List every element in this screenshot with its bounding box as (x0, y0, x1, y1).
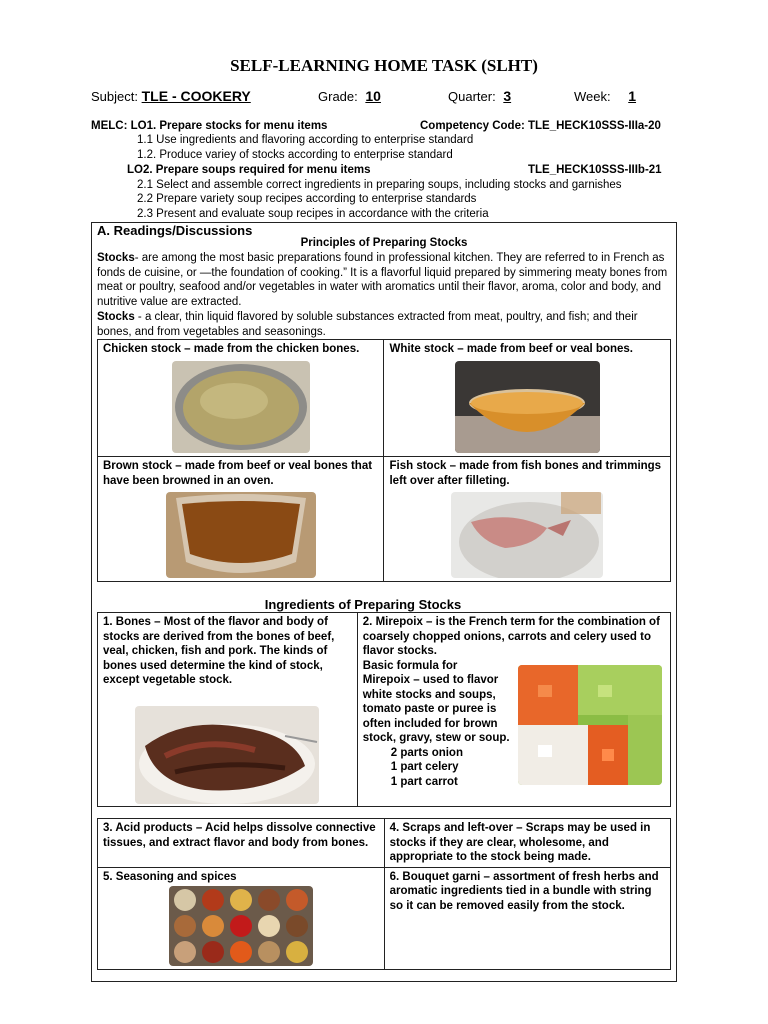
document-title: SELF-LEARNING HOME TASK (SLHT) (230, 56, 538, 75)
basic-formula-label: Basic formula for (362, 659, 458, 672)
stock-cell-chicken (98, 340, 384, 457)
ingredient-title: 2. Mirepoix (362, 616, 423, 628)
stock-desc: – made from the chicken bones. (180, 343, 360, 355)
stock-desc: – made from beef or veal bones that have been browned in an oven. (103, 460, 373, 487)
week-field (574, 88, 650, 104)
formula-item: 1 part carrot (390, 775, 458, 788)
quarter-label: Quarter: (448, 89, 496, 104)
stocks2-term: Stocks (97, 311, 135, 323)
ingredient-mirepoix (357, 613, 670, 807)
section-title: A. Readings/Discussions (97, 223, 253, 238)
stocks-definition-2 (97, 310, 669, 339)
ingredient-text: – is the French term for the combination of coarsely chopped onions, carrots and celery used to flavor stocks. (362, 616, 660, 657)
quarter-field (448, 88, 515, 104)
ingredient-title: 1. Bones (103, 616, 151, 628)
stock-name: Brown stock (103, 460, 173, 472)
subject-value: TLE - COOKERY (141, 88, 251, 104)
ingredient-bouquet-garni (384, 867, 670, 969)
competency-code-2: TLE_HECK10SSS-IIIb-21 (528, 164, 662, 176)
grade-label: Grade: (318, 89, 358, 104)
principles-title: Principles of Preparing Stocks (300, 237, 468, 249)
stock-desc: – made from fish bones and trimmings left over after filleting. (389, 460, 662, 487)
mirepoix-word: Mirepoix (362, 674, 411, 686)
formula-item: 1 part celery (390, 761, 459, 773)
stock-types-table (97, 339, 671, 582)
stocks-definition (97, 251, 669, 309)
stocks2-text: - a clear, thin liquid flavored by soluble substances extracted from meat, poultry, and fish; and their bones, and from vegetables and seasonings. (97, 311, 638, 338)
formula-list (363, 746, 513, 790)
ingredient-scraps (384, 819, 670, 868)
lo2-item: 2.1 Select and assemble correct ingredients in preparing soups, including stocks and garnishes (137, 179, 622, 191)
mirepoix-photo (518, 665, 662, 785)
stocks-text: - are among the most basic preparations found in professional kitchen. They are referred to in French as fonds de cuisine, or —the foundation of cooking.” It is a flavorful liquid prepared by simmering meaty bones from meat or poultry, seafood and/or vegetables in water with aromatics until their flavor, aroma, color and body, and nutritive value are extracted. (97, 252, 668, 308)
ingredient-seasoning (98, 867, 385, 969)
spices-photo (169, 886, 313, 966)
ingredient-title: 3. Acid products (103, 822, 193, 834)
stock-desc: – made from beef or veal bones. (454, 343, 633, 355)
ingredient-bones (98, 613, 358, 807)
ingredients-table-1 (97, 612, 671, 807)
ingredient-title: 6. Bouquet garni (389, 870, 481, 883)
ingredient-text: – Scraps may be used in stocks if they are clear, wholesome, and appropriate to the stock being made. (389, 822, 651, 863)
ingredient-text: – Most of the flavor and body of stocks are derived from the bones of beef, veal, chicken, fish and pork. The kinds of bones used determine the kind of stock, except vegetable stock. (103, 616, 335, 686)
bones-photo (135, 706, 319, 804)
lo1-item: 1.1 Use ingredients and flavoring according to enterprise standard (137, 134, 474, 146)
quarter-value: 3 (503, 88, 512, 104)
grade-field (318, 88, 385, 104)
ingredient-text: – Acid helps dissolve connective tissues, and extract flavor and body from bones. (103, 822, 376, 849)
stocks-term: Stocks (97, 252, 135, 264)
lo2-item: 2.3 Present and evaluate soup recipes in accordance with the criteria (137, 208, 489, 220)
stock-cell-brown (98, 457, 384, 582)
melc-lo2: LO2. Prepare soups required for menu items (127, 164, 371, 176)
lo1-item: 1.2. Produce variey of stocks according to enterprise standard (137, 149, 453, 161)
mirepoix-formula-text (363, 659, 513, 790)
fish-stock-photo (451, 492, 603, 578)
ingredients-table-2 (97, 818, 671, 970)
subject-field (91, 88, 251, 104)
grade-value: 10 (365, 88, 381, 104)
mirepoix-formula-block (363, 659, 665, 791)
ingredient-acid (98, 819, 385, 868)
mirepoix-used-text: – used to flavor white stocks and soups, tomato paste or puree is often included for brown stock, gravy, stew or soup. (362, 674, 510, 744)
ingredient-text: – assortment of fresh herbs and aromatic ingredients tied in a bundle with string so it can be removed easily from the stock. (389, 870, 659, 912)
brown-stock-photo (166, 492, 316, 578)
competency-code-1: Competency Code: TLE_HECK10SSS-IIIa-20 (420, 120, 661, 132)
stock-cell-white (384, 340, 671, 457)
stock-name: Fish stock (389, 460, 447, 472)
week-value: 1 (628, 88, 637, 104)
white-stock-photo (455, 361, 600, 453)
lo2-item: 2.2 Prepare variety soup recipes according to enterprise standards (137, 193, 477, 205)
melc-lo1: MELC: LO1. Prepare stocks for menu items (91, 120, 328, 132)
stock-cell-fish (384, 457, 671, 582)
ingredients-title: Ingredients of Preparing Stocks (264, 597, 462, 612)
stock-name: Chicken stock (103, 343, 181, 355)
ingredient-title: 4. Scraps and left-over (389, 822, 513, 834)
week-label: Week: (574, 89, 611, 104)
subject-label: Subject: (91, 89, 138, 104)
stock-name: White stock (389, 343, 455, 355)
ingredient-title: 5. Seasoning and spices (103, 870, 237, 883)
formula-item: 2 parts onion (390, 746, 463, 759)
chicken-stock-photo (172, 361, 310, 453)
